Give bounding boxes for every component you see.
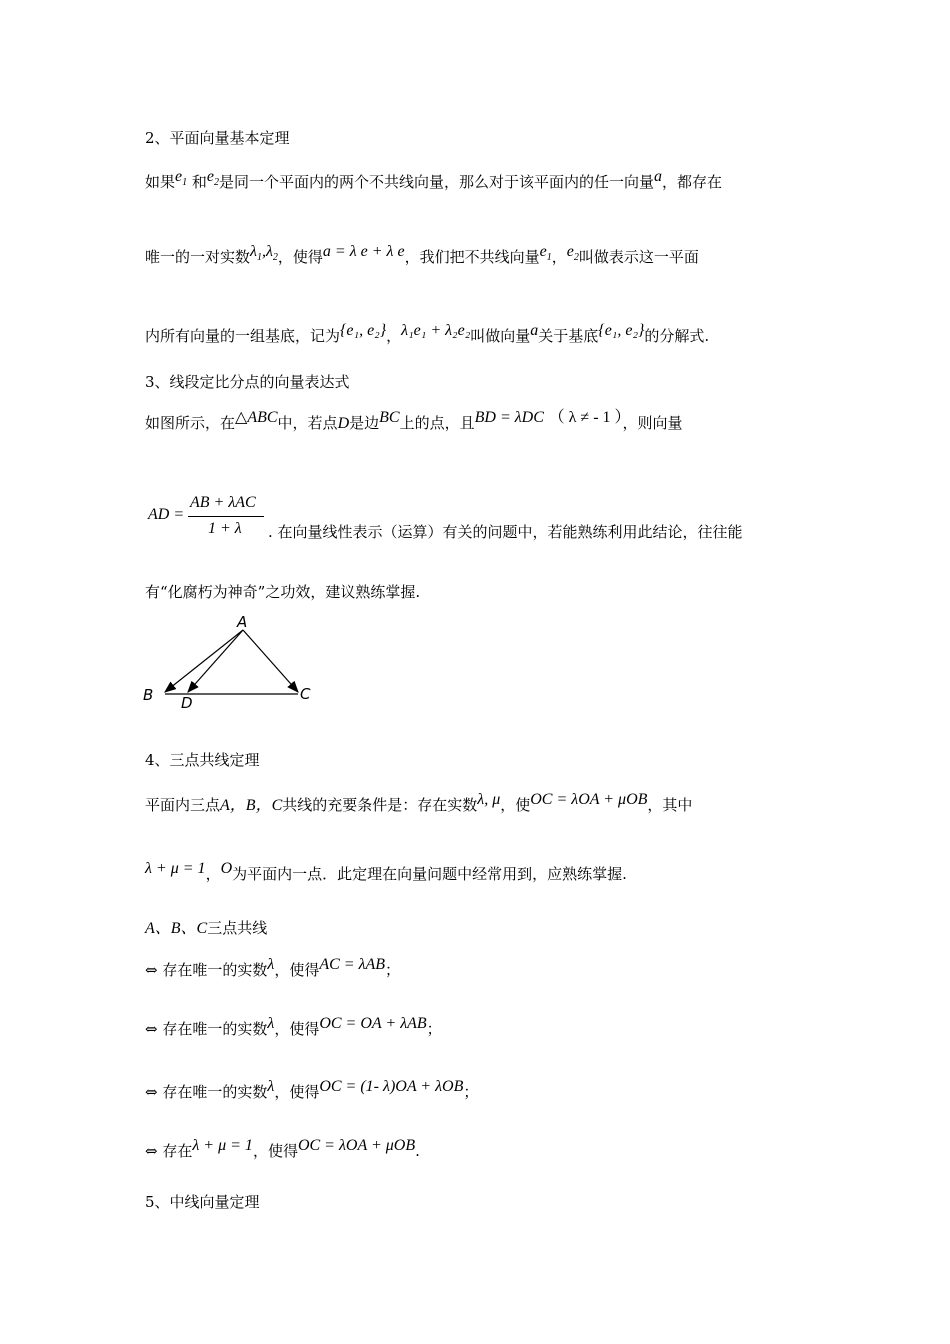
ratio-equation: BD = λDC <box>474 409 544 426</box>
heading-section-3: 3、线段定比分点的向量表达式 <box>145 373 350 391</box>
paragraph-line: . 在向量线性表示（运算）有关的问题中，若能熟练利用此结论，往往能 <box>268 523 743 541</box>
collinear-equation: OC = λOA + μOB <box>530 791 648 808</box>
equivalence-line: ⇔ 存在λ + μ = 1，使得OC = λOA + μOB. <box>145 1137 420 1160</box>
heading-section-2: 2、平面向量基本定理 <box>145 129 290 147</box>
vector-ab <box>165 630 243 692</box>
basis-notation: {e₁, e₂} <box>340 322 387 339</box>
triangle-figure <box>135 610 335 710</box>
equivalence-line: ⇔ 存在唯一的实数λ，使得AC = λAB； <box>145 956 401 979</box>
heading-section-4: 4、三点共线定理 <box>145 751 260 769</box>
vector-ac <box>243 630 298 692</box>
label-c: C <box>300 685 311 703</box>
label-d: D <box>181 694 193 710</box>
paragraph-line: 有“化腐朽为神奇”之功效，建议熟练掌握. <box>145 583 421 601</box>
label-b: B <box>143 686 154 704</box>
paragraph-line: 内所有向量的一组基底，记为{e₁, e₂}，λ₁e₁ + λ₂e₂叫做向量a关于基底{e₁, e₂}的分解式. <box>145 322 710 345</box>
basis-equation: a = λ e + λ e <box>322 243 405 260</box>
paragraph-line: A、B、C三点共线 <box>145 919 268 937</box>
paragraph-line: 如果$e_1$ 和$e_2$是同一个平面内的两个不共线向量，那么对于该平面内的任一向量a，都存在 <box>145 168 723 191</box>
heading-section-5: 5、中线向量定理 <box>145 1193 260 1211</box>
equivalence-line: ⇔ 存在唯一的实数λ，使得OC = (1- λ)OA + λOB； <box>145 1078 479 1101</box>
paragraph-line: 如图所示，在△ABC中，若点D是边BC上的点，且BD = λDC （ λ ≠ - 1 ），则向量 <box>145 409 683 432</box>
label-a: A <box>237 613 248 631</box>
equivalence-line: ⇔ 存在唯一的实数λ，使得OC = OA + λAB； <box>145 1015 442 1038</box>
vector-ad <box>188 630 243 692</box>
paragraph-line: 唯一的一对实数$\lambda_1,\lambda_2$，使得a = λ e + λ e，我们把不共线向量$e_1$，$e_2$叫做表示这一平面 <box>145 243 699 266</box>
paragraph-line: λ + μ = 1，O为平面内一点．此定理在向量问题中经常用到，应熟练掌握. <box>145 860 627 883</box>
decomposition: λ₁e₁ + λ₂e₂ <box>401 322 471 339</box>
paragraph-line: 平面内三点A，B，C共线的充要条件是：存在实数λ, μ，使OC = λOA + μOB，其中 <box>145 791 693 814</box>
